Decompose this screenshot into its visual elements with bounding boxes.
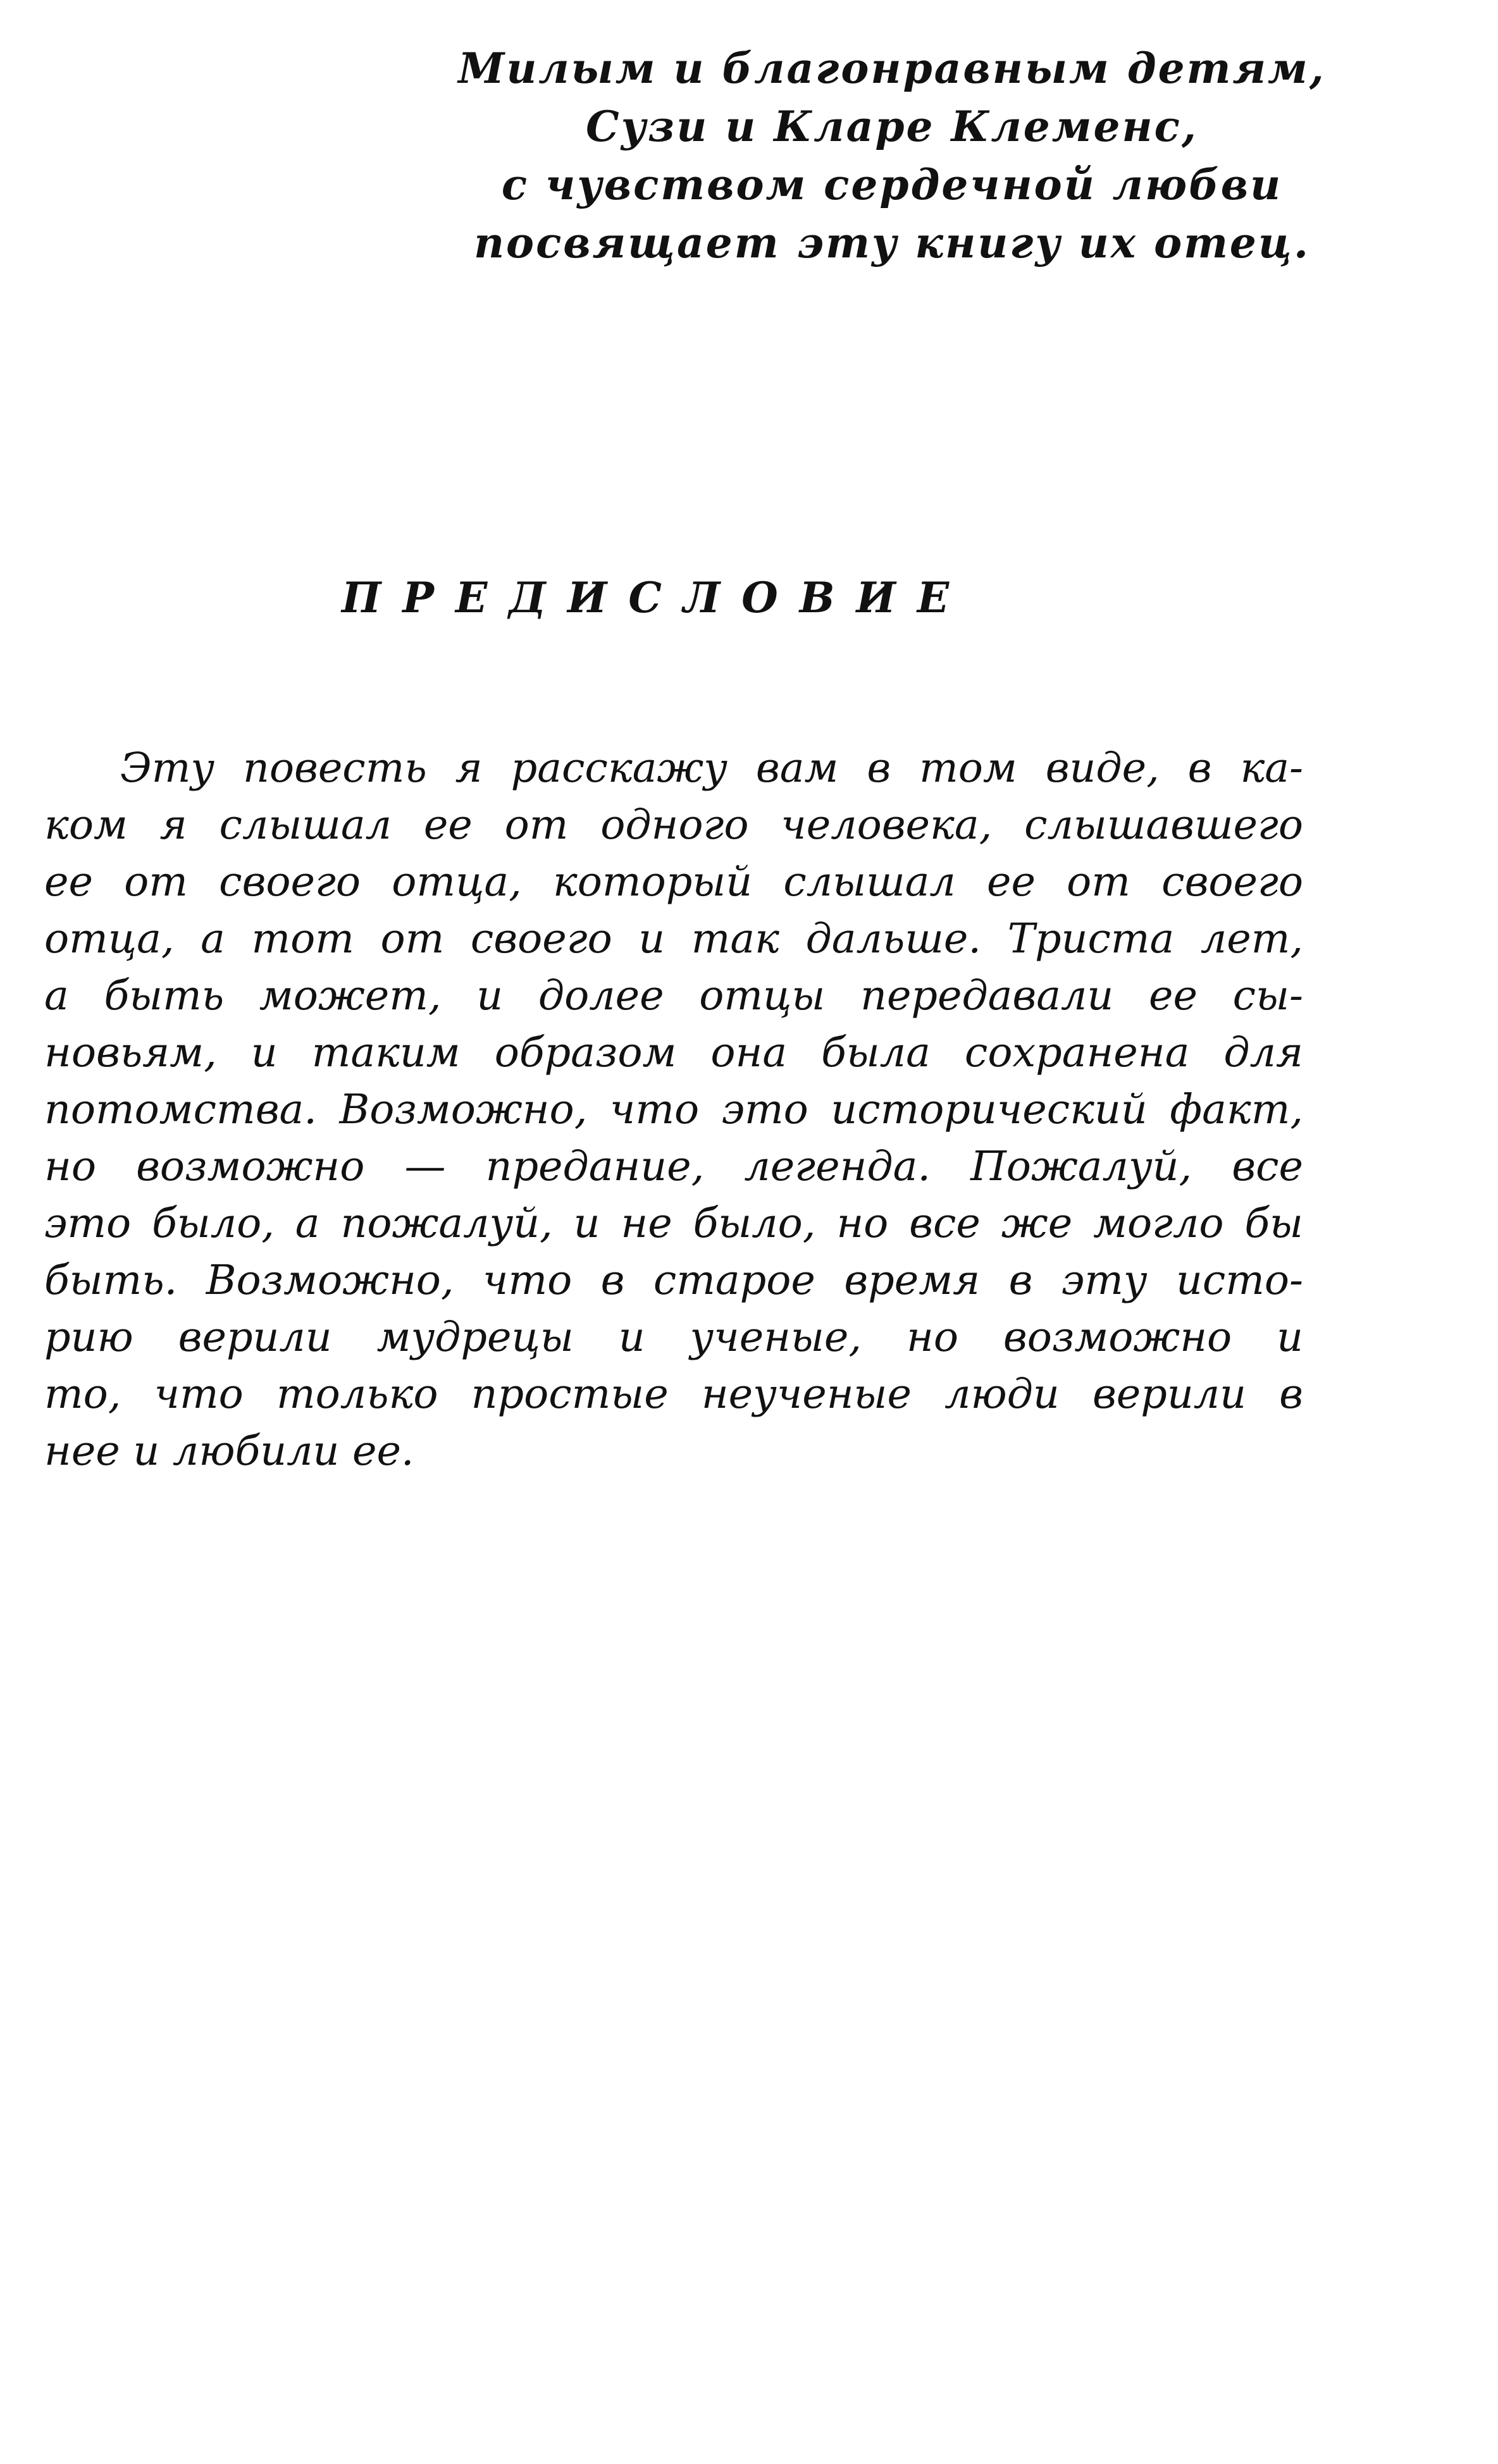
preface-line: Эту повесть я расскажу вам в том виде, в ка- xyxy=(120,744,1303,792)
preface-line: быть. Возможно, что в старое время в эту исто- xyxy=(44,1257,1303,1304)
dedication-line: Сузи и Кларе Клеменс, xyxy=(586,102,1198,151)
preface-line: но возможно — предание, легенда. Пожалуй, все xyxy=(44,1143,1303,1190)
preface-line: новьям, и таким образом она была сохранена для xyxy=(44,1029,1303,1076)
preface-line: то, что только простые неученые люди верили в xyxy=(44,1371,1303,1418)
dedication-line: с чувством сердечной любви xyxy=(501,160,1283,209)
dedication-line: Милым и благонравным детям, xyxy=(458,44,1326,93)
preface-line: это было, а пожалуй, и не было, но все же могло бы xyxy=(44,1200,1303,1247)
preface-line: отца, а тот от своего и так дальше. Триста лет, xyxy=(44,915,1303,963)
preface-heading: ПРЕДИСЛОВИЕ xyxy=(342,573,971,622)
preface-line: ком я слышал ее от одного человека, слышавшего xyxy=(44,801,1303,849)
dedication-line: посвящает эту книгу их отец. xyxy=(474,218,1310,268)
preface-line: ее от своего отца, который слышал ее от своего xyxy=(44,858,1303,906)
preface-line: а быть может, и долее отцы передавали ее сы- xyxy=(44,972,1303,1019)
preface-line: потомства. Возможно, что это исторический факт, xyxy=(44,1086,1303,1133)
preface-line: нее и любили ее. xyxy=(44,1427,414,1475)
preface-body xyxy=(44,740,1303,1480)
dedication xyxy=(443,39,1341,272)
preface-line: рию верили мудрецы и ученые, но возможно и xyxy=(44,1314,1303,1361)
